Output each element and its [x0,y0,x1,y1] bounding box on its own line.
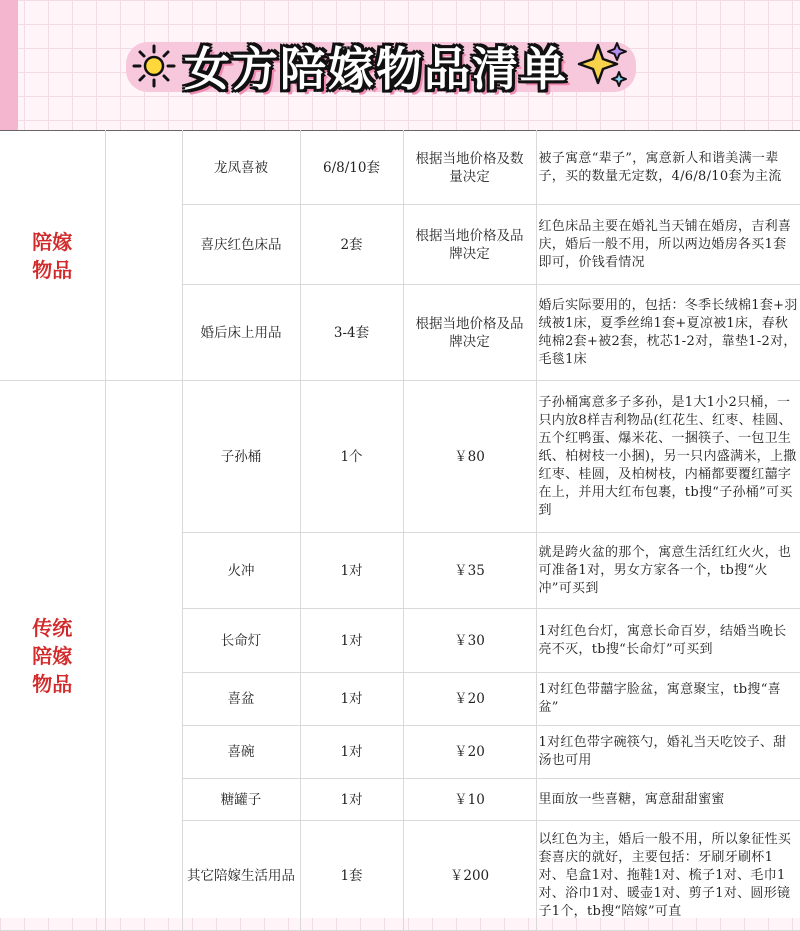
item-name: 火冲 [182,533,300,609]
item-name: 喜盆 [182,673,300,726]
item-name: 龙凤喜被 [182,131,300,205]
quantity: 1对 [300,673,403,726]
page-title: 女方陪嫁物品清单 [184,42,568,96]
price: ￥30 [403,609,536,673]
item-name: 长命灯 [182,609,300,673]
description: 1对红色台灯，寓意长命百岁，结婚当晚长亮不灭，tb搜“长命灯”可买到 [536,609,800,673]
quantity: 1套 [300,821,403,931]
price: ￥20 [403,726,536,779]
description: 1对红色带囍字脸盆，寓意聚宝，tb搜“喜盆” [536,673,800,726]
table-row [0,131,800,205]
description: 红色床品主要在婚礼当天铺在婚房，吉利喜庆，婚后一般不用，所以两边婚房各买1套即可，价钱看情况 [536,205,800,285]
quantity: 3-4套 [300,285,403,381]
description: 1对红色带字碗筷勺，婚礼当天吃饺子、甜汤也可用 [536,726,800,779]
dowry-table [0,130,800,931]
quantity: 1对 [300,533,403,609]
category-cell: 陪嫁物品 [0,131,105,381]
blank-cell [105,381,182,931]
header [0,0,800,130]
price: 根据当地价格及数量决定 [403,131,536,205]
item-name: 喜庆红色床品 [182,205,300,285]
item-name: 其它陪嫁生活用品 [182,821,300,931]
price: 根据当地价格及品牌决定 [403,205,536,285]
description: 里面放一些喜糖，寓意甜甜蜜蜜 [536,779,800,821]
description: 婚后实际要用的，包括：冬季长绒棉1套+羽绒被1床，夏季丝绵1套+夏凉被1床，春秋纯棉2套+被2套，枕芯1-2对，靠垫1-2对，毛毯1床 [536,285,800,381]
sparkle-icon [576,39,630,93]
list-sheet [0,130,800,918]
item-name: 子孙桶 [182,381,300,533]
quantity: 2套 [300,205,403,285]
item-name: 喜碗 [182,726,300,779]
price: ￥20 [403,673,536,726]
item-name: 糖罐子 [182,779,300,821]
quantity: 1对 [300,609,403,673]
price: ￥10 [403,779,536,821]
title-banner [132,34,630,98]
quantity: 6/8/10套 [300,131,403,205]
description: 就是跨火盆的那个，寓意生活红红火火，也可准备1对，男女方家各一个，tb搜“火冲”可买到 [536,533,800,609]
description: 以红色为主，婚后一般不用，所以象征性买套喜庆的就好，主要包括：牙刷牙刷杯1对、皂盒1对、拖鞋1对、梳子1对、毛巾1对、浴巾1对、暖壶1对、剪子1对、圆形镜子1个，tb搜“陪嫁”可直 [536,821,800,931]
description: 子孙桶寓意多子多孙，是1大1小2只桶，一只内放8样吉利物品(红花生、红枣、桂圆、五个红鸭蛋、爆米花、一捆筷子、一包卫生纸、柏树枝一小捆)，另一只内盛满米，上撒红枣、桂圆，及柏树枝，内桶都要覆红囍字在上，并用大红布包裹，tb搜“子孙桶”可买到 [536,381,800,533]
price: ￥200 [403,821,536,931]
price: ￥35 [403,533,536,609]
quantity: 1个 [300,381,403,533]
blank-cell [105,131,182,381]
price: 根据当地价格及品牌决定 [403,285,536,381]
price: ￥80 [403,381,536,533]
quantity: 1对 [300,726,403,779]
sun-icon [132,44,176,88]
item-name: 婚后床上用品 [182,285,300,381]
quantity: 1对 [300,779,403,821]
table-row [0,381,800,533]
category-cell: 传统陪嫁物品 [0,381,105,931]
description: 被子寓意“辈子”，寓意新人和谐美满一辈子，买的数量无定数，4/6/8/10套为主流 [536,131,800,205]
